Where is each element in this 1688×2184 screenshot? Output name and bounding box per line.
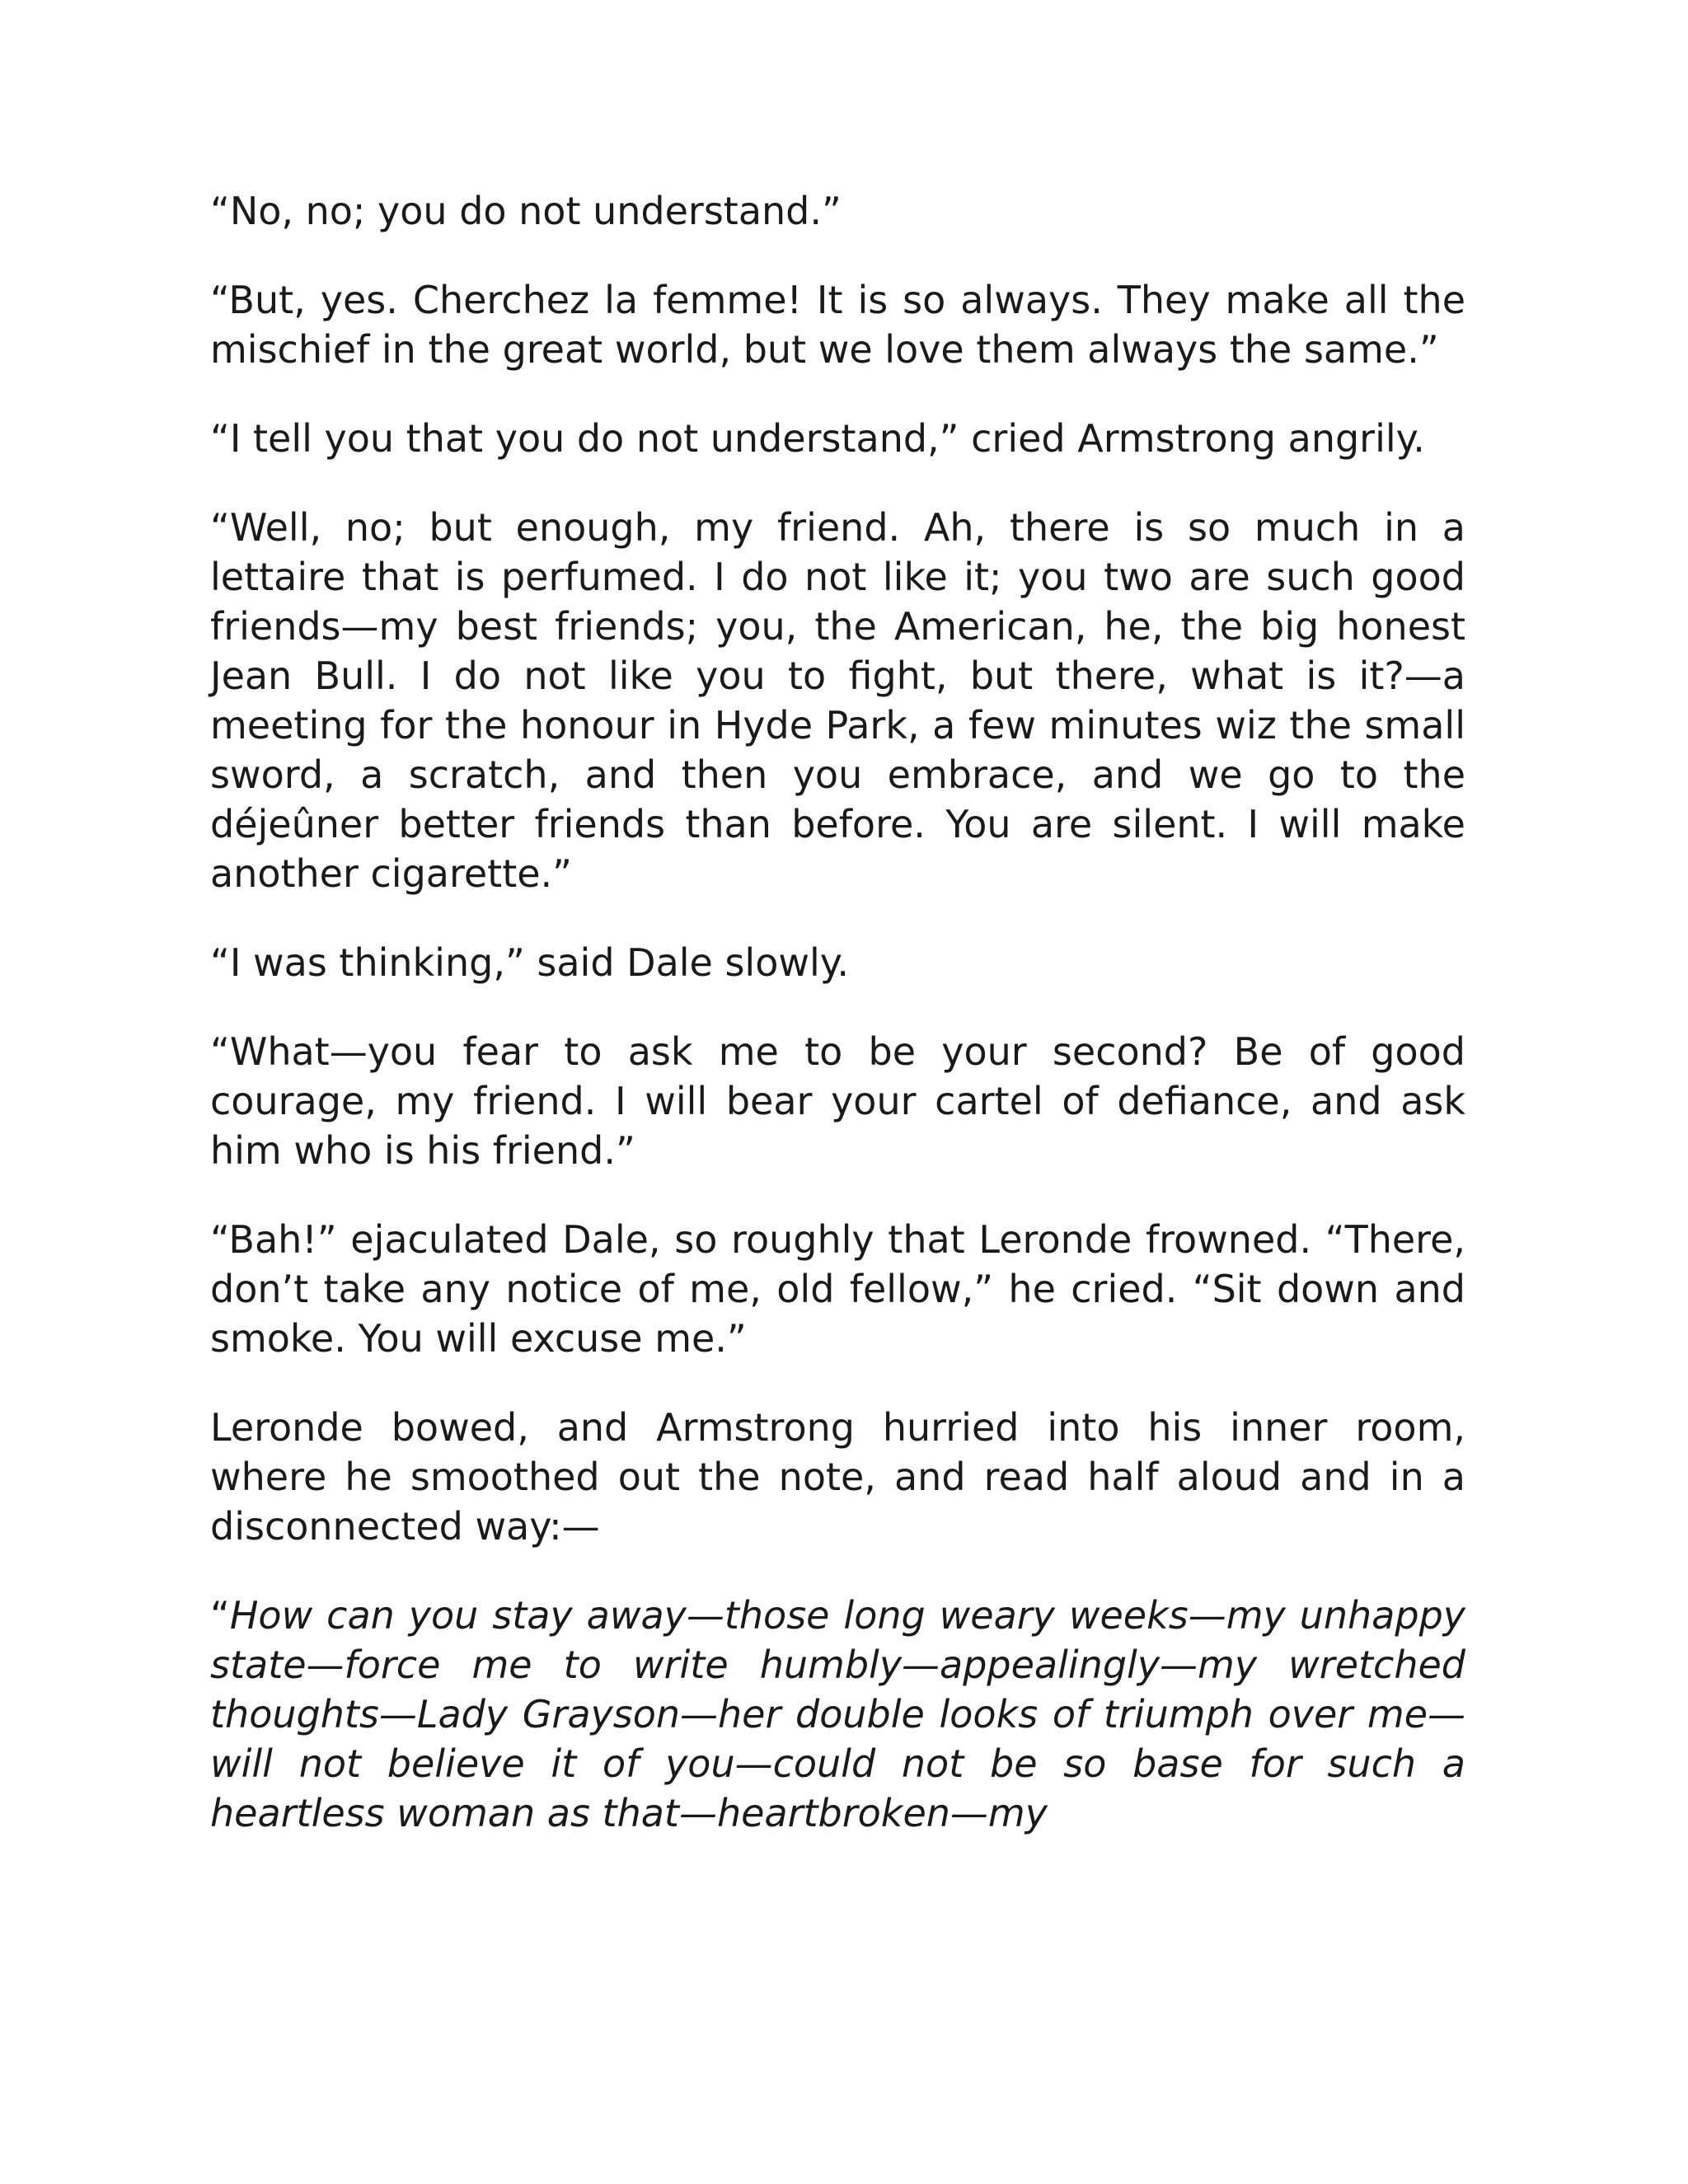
paragraph-3: “I tell you that you do not understand,” cried Armstrong angrily. — [210, 416, 1425, 461]
letter-paragraph — [210, 1591, 1465, 1838]
paragraph-6: “What—you fear to ask me to be your second? Be of good courage, my friend. I will bear your cartel of defiance, and ask him who is his friend.” — [210, 1029, 1465, 1173]
page-body — [210, 186, 1465, 1838]
paragraph-5: “I was thinking,” said Dale slowly. — [210, 940, 850, 985]
paragraph-4: “Well, no; but enough, my friend. Ah, there is so much in a lettaire that is perfumed. I do not like it; you two are such good friends—my best friends; you, the American, he, the big honest Jean Bull. I do not like you to fight, but there, what is it?—a meeting for the honour in Hyde Park, a few minutes wiz the small sword, a scratch, and then you embrace, and we go to the déjeûner better friends than before. You are silent. I will make another cigarette.” — [210, 505, 1465, 896]
paragraph-2: “But, yes. Cherchez la femme! It is so always. They make all the mischief in the great world, but we love them always the same.” — [210, 278, 1465, 372]
paragraph-7: “Bah!” ejaculated Dale, so roughly that Leronde frowned. “There, don’t take any notice of me, old fellow,” he cried. “Sit down and smoke. You will excuse me.” — [210, 1217, 1465, 1361]
letter-open-quote: “ — [210, 1593, 230, 1638]
paragraph-1: “No, no; you do not understand.” — [210, 189, 842, 233]
letter-text: How can you stay away—those long weary weeks—my unhappy state—force me to write humbly—appealingly—my wretched thoughts—Lady Grayson—her double looks of triumph over me—will not believe it of you—could not be so base for such a heartless woman as that—heartbroken—my — [210, 1593, 1465, 1835]
paragraph-8: Leronde bowed, and Armstrong hurried into his inner room, where he smoothed out the note, and read half aloud and in a disconnected way:— — [210, 1405, 1465, 1549]
